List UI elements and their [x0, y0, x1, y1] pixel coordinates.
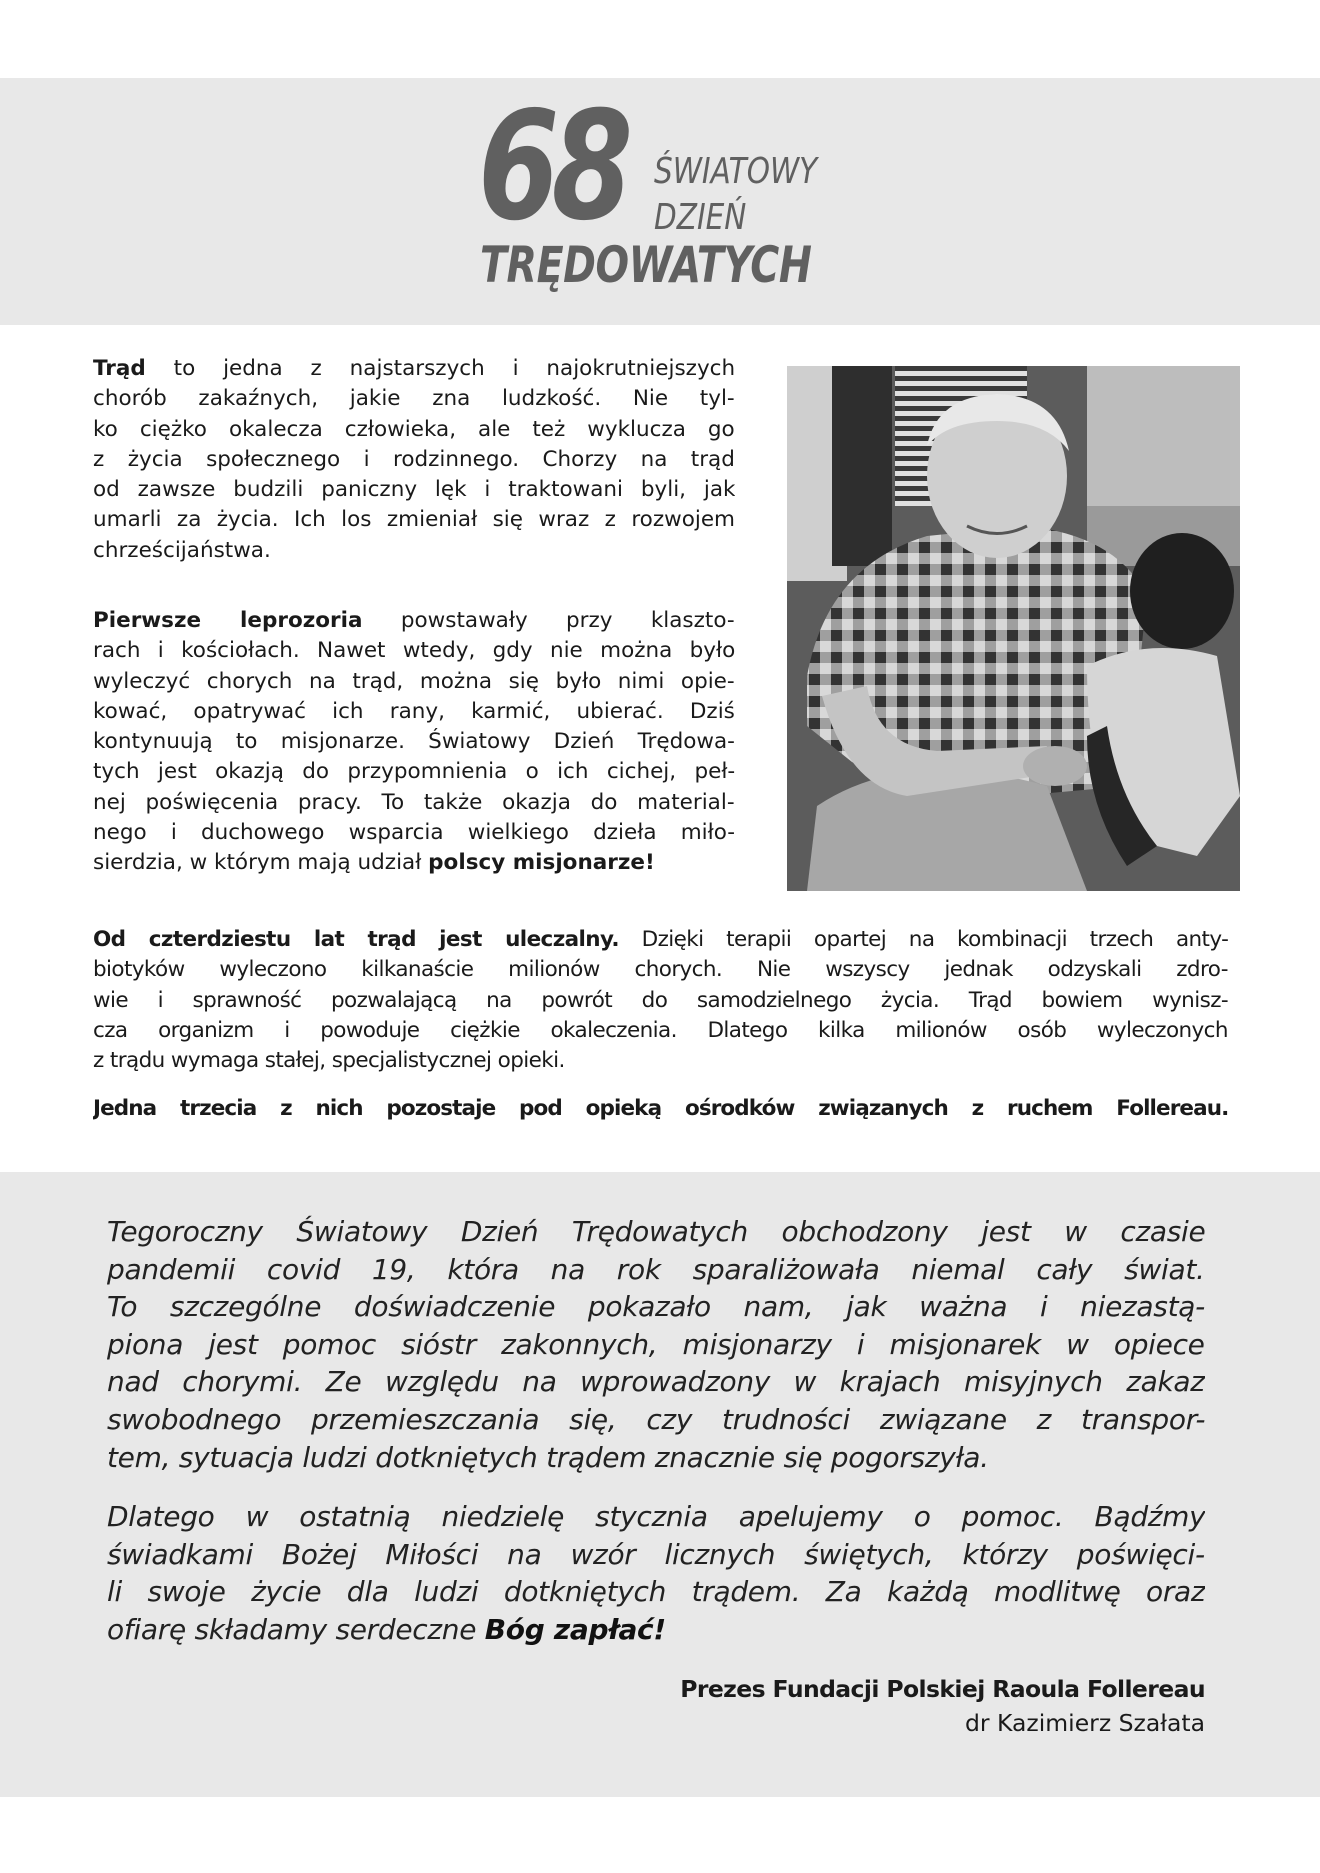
leprosaria-paragraph	[93, 606, 735, 879]
bg-adult-right	[1087, 366, 1240, 511]
text-line: z trądu wymaga stałej, specjalistycznej opieki.	[93, 1048, 565, 1074]
text-line	[93, 925, 1228, 955]
bold-term: Od czterdziestu lat trąd jest uleczalny.	[93, 927, 620, 952]
line-text: to jedna z najstarszych i najokrutniejszych	[145, 356, 735, 381]
follereau-statement	[93, 1094, 1228, 1124]
child-head	[1130, 533, 1234, 649]
text-line	[107, 1611, 1205, 1649]
line-text: sierdzia, w którym mają udział	[93, 850, 429, 876]
appeal-paragraph-1	[107, 1213, 1205, 1476]
text-line: kować, opatrywać ich rany, karmić, ubierać. Dziś	[93, 698, 735, 724]
text-line: tem, sytuacja ludzi dotkniętych trądem znacznie się pogorszyła.	[107, 1440, 989, 1474]
text-line	[93, 606, 735, 636]
text-line: nego i duchowego wsparcia wielkiego dzieła miło-	[93, 820, 735, 846]
text-line: chrześcijaństwa.	[93, 537, 271, 563]
text-line: piona jest pomoc sióstr zakonnych, misjonarzy i misjonarek w opiece	[107, 1327, 1205, 1361]
text-line: świadkami Bożej Miłości na wzór licznych świętych, którzy poświęci-	[107, 1537, 1205, 1571]
bold-term: Trąd	[93, 356, 146, 381]
text-line: umarli za życia. Ich los zmieniał się wraz z rozwojem	[93, 507, 735, 533]
intro-paragraph	[93, 354, 735, 566]
text-line: od zawsze budzili paniczny lęk i traktowani byli, jak	[93, 477, 735, 503]
text-line: chorób zakaźnych, jakie zna ludzkość. Nie tyl-	[93, 386, 735, 412]
text-line: kontynuują to misjonarze. Światowy Dzień Trędowa-	[93, 729, 735, 755]
text-line: Dlatego w ostatnią niedzielę stycznia apelujemy o pomoc. Bądźmy	[107, 1500, 1205, 1533]
line-text: powstawały przy klaszto-	[362, 608, 735, 633]
text-line: cza organizm i powoduje ciężkie okaleczenia. Dlatego kilka milionów osób wyleczonych	[93, 1017, 1228, 1043]
photo	[787, 366, 1240, 891]
photo-illustration	[787, 366, 1240, 891]
line-text: ofiarę składamy serdeczne	[107, 1612, 485, 1646]
text-line: wie i sprawność pozwalającą na powrót do samodzielnego życia. Trąd bowiem wynisz-	[93, 987, 1228, 1013]
title-line-tredowatych: TRĘDOWATYCH	[480, 236, 812, 294]
text-line: rach i kościołach. Nawet wtedy, gdy nie można było	[93, 638, 735, 664]
bold-term: Pierwsze leprozoria	[93, 608, 363, 633]
text-line: Tegoroczny Światowy Dzień Trędowatych obchodzony jest w czasie	[107, 1215, 1205, 1248]
title-number: 68	[478, 80, 626, 254]
line-text: Dzięki terapii opartej na kombinacji trzech anty-	[619, 927, 1228, 952]
bold-term: polscy misjonarze!	[428, 850, 655, 876]
text-line: nad chorymi. Ze względu na wprowadzony w krajach misyjnych zakaz	[107, 1365, 1205, 1399]
text-line: pandemii covid 19, która na rok sparaliżowała niemal cały świat.	[107, 1252, 1205, 1286]
text-line: To szczególne doświadczenie pokazało nam, jak ważna i niezastą-	[107, 1290, 1205, 1324]
signature	[680, 1672, 1205, 1740]
text-line: nej poświęcenia pracy. To także okazja do material-	[93, 789, 735, 815]
appeal-paragraph-2	[107, 1498, 1205, 1648]
text-line: li swoje życie dla ludzi dotkniętych trądem. Za każdą modlitwę oraz	[107, 1575, 1205, 1609]
text-line: wyleczyć chorych na trąd, można się było nimi opie-	[93, 668, 735, 694]
text-line: ko ciężko okalecza człowieka, ale też wyklucza go	[93, 416, 735, 442]
title-line-dzien: DZIEŃ	[654, 197, 747, 238]
signature-name: dr Kazimierz Szałata	[964, 1709, 1205, 1737]
bold-closing: Bóg zapłać!	[484, 1612, 666, 1646]
signature-title: Prezes Fundacji Polskiej Raoula Follereau	[680, 1675, 1205, 1703]
text-line: swobodnego przemieszczania się, czy trudności związane z transpor-	[107, 1402, 1205, 1436]
text-line: biotyków wyleczono kilkanaście milionów chorych. Nie wszyscy jednak odzyskali zdro-	[93, 957, 1228, 983]
text-line	[93, 354, 735, 384]
text-line	[93, 848, 735, 878]
text-line: z życia społecznego i rodzinnego. Chorzy na trąd	[93, 446, 735, 472]
bold-statement: Jedna trzecia z nich pozostaje pod opieką ośrodków związanych z ruchem Follereau.	[93, 1096, 1228, 1121]
curable-paragraph	[93, 925, 1228, 1076]
title-line-swiatowy: ŚWIATOWY	[654, 151, 818, 192]
text-line: tych jest okazją do przypomnienia o ich cichej, peł-	[93, 759, 735, 785]
